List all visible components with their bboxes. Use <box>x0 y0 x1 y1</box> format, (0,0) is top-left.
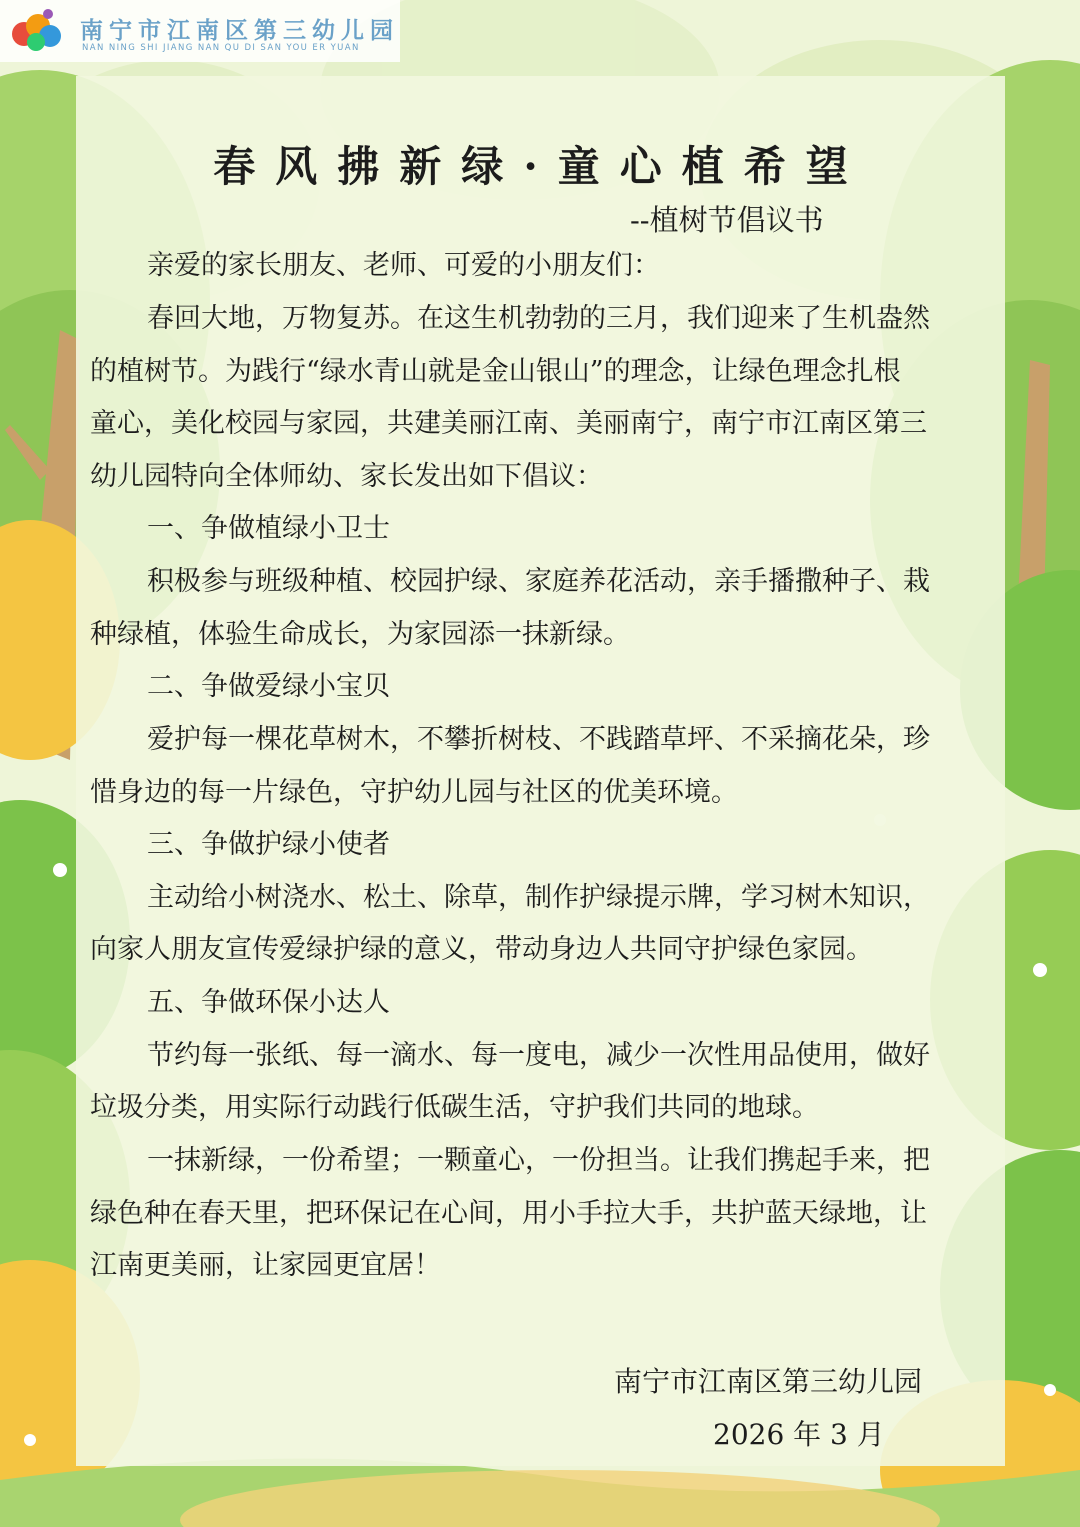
paragraph-line: 节约每一张纸、每一滴水、每一度电，减少一次性用品使用，做好 <box>147 1040 930 1071</box>
paragraph-line: 积极参与班级种植、校园护绿、家庭养花活动，亲手播撒种子、栽 <box>147 566 930 597</box>
paragraph-line: 惜身边的每一片绿色，守护幼儿园与社区的优美环境。 <box>90 777 738 808</box>
signature-date: 2026 年 3 月 <box>713 1418 885 1451</box>
paragraph-line: 江南更美丽，让家园更宜居！ <box>90 1250 441 1281</box>
letter-subtitle: --植树节倡议书 <box>630 203 824 237</box>
paragraph-line: 垃圾分类，用实际行动践行低碳生活，守护我们共同的地球。 <box>90 1092 819 1123</box>
paragraph-line: 向家人朋友宣传爱绿护绿的意义，带动身边人共同守护绿色家园。 <box>90 934 873 965</box>
paragraph-line: 春回大地，万物复苏。在这生机勃勃的三月，我们迎来了生机盎然 <box>147 303 930 334</box>
paragraph-line: 童心，美化校园与家园，共建美丽江南、美丽南宁，南宁市江南区第三 <box>90 408 927 439</box>
section-heading: 二、争做爱绿小宝贝 <box>147 671 390 702</box>
kindergarten-name-pinyin: NAN NING SHI JIANG NAN QU DI SAN YOU ER YUAN <box>82 43 360 53</box>
signature-organization: 南宁市江南区第三幼儿园 <box>614 1365 923 1398</box>
section-heading: 五、争做环保小达人 <box>147 987 390 1018</box>
letter-title: 春风拂新绿·童心植希望 <box>213 142 868 191</box>
paragraph-line: 的植树节。为践行“绿水青山就是金山银山”的理念，让绿色理念扎根 <box>90 356 901 387</box>
paragraph-line: 爱护每一棵花草树木，不攀折树枝、不践踏草坪、不采摘花朵，珍 <box>147 724 930 755</box>
greeting-line: 亲爱的家长朋友、老师、可爱的小朋友们： <box>147 250 660 281</box>
paragraph-line: 幼儿园特向全体师幼、家长发出如下倡议： <box>90 461 603 492</box>
kindergarten-logo <box>0 0 400 62</box>
paragraph-line: 一抹新绿，一份希望；一颗童心，一份担当。让我们携起手来，把 <box>147 1145 930 1176</box>
paragraph-line: 绿色种在春天里，把环保记在心间，用小手拉大手，共护蓝天绿地，让 <box>90 1198 927 1229</box>
section-heading: 一、争做植绿小卫士 <box>147 513 390 544</box>
colorful-children-icon <box>8 6 72 54</box>
section-heading: 三、争做护绿小使者 <box>147 829 390 860</box>
paragraph-line: 种绿植，体验生命成长，为家园添一抹新绿。 <box>90 619 630 650</box>
paragraph-line: 主动给小树浇水、松土、除草，制作护绿提示牌，学习树木知识， <box>147 882 930 913</box>
kindergarten-name: 南宁市江南区第三幼儿园 <box>80 18 399 44</box>
